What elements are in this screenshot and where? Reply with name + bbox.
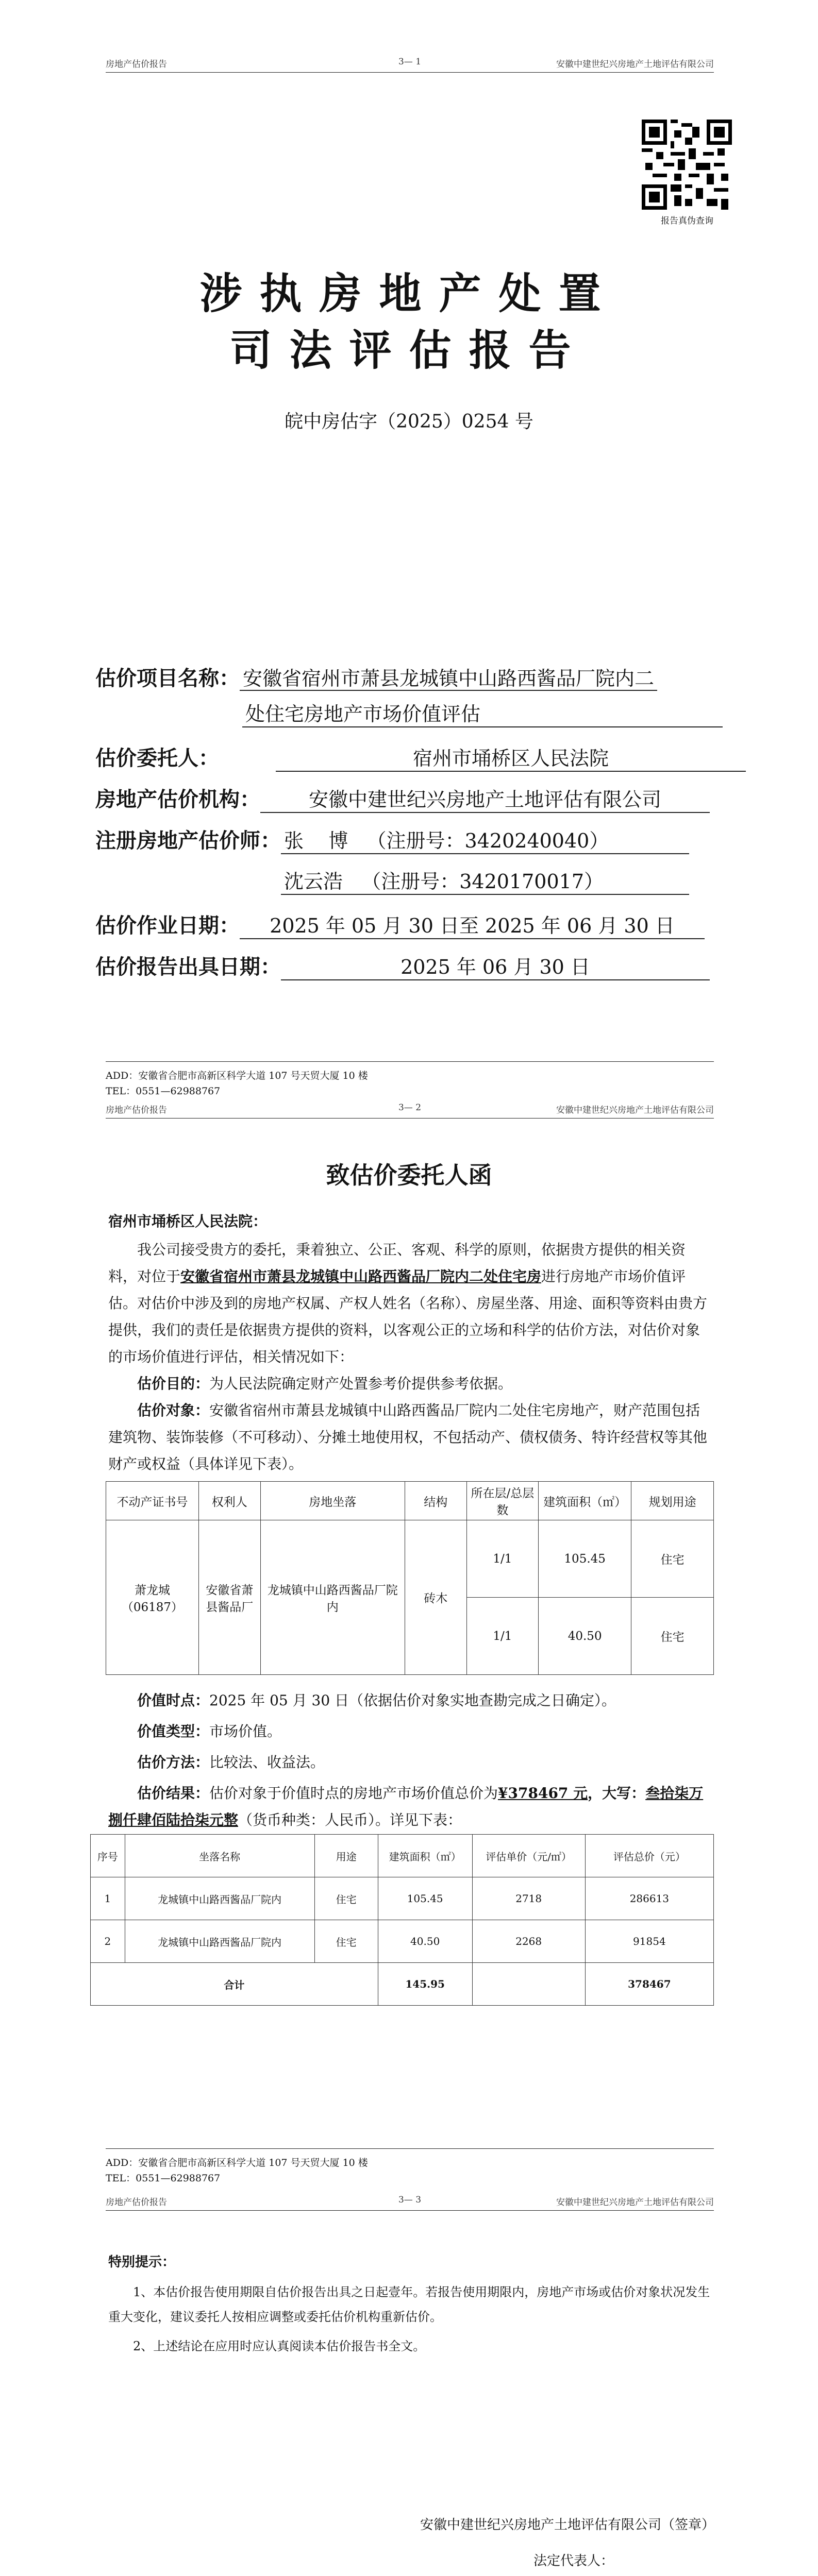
table-total-row [91, 1963, 714, 2006]
project-value-1: 安徽省宿州市萧县龙城镇中山路西酱品厂院内二 [240, 667, 657, 691]
qr-code-icon[interactable] [642, 120, 732, 210]
cell-location: 龙城镇中山路西酱品厂院内 [125, 1877, 314, 1920]
th-use: 用途 [314, 1835, 378, 1877]
issue-date-value: 2025 年 06 月 30 日 [281, 951, 710, 980]
cell-use: 住宅 [314, 1920, 378, 1963]
purpose-paragraph [108, 1370, 714, 1397]
th-owner: 权利人 [198, 1482, 260, 1520]
para1-c: 进行房地产市场价值评估。对估价中涉及到的房地产权属、产权人姓名（名称）、房屋坐落、用途、面积等资料由贵方提供，我们的责任是依据贵方提供的资料，以客观公正的立场和科学的估价方法，对估价对象的市场价值进行评估，相关情况如下： [108, 1268, 708, 1365]
page-header-2 [106, 1097, 714, 1118]
note-2: 2、上述结论在应用时应认真阅读本估价报告书全文。 [133, 2339, 426, 2353]
cell-use: 住宅 [631, 1598, 714, 1675]
cell-use: 住宅 [631, 1520, 714, 1598]
result-label: 估价结果： [137, 1785, 210, 1802]
header-page-number: 3— 2 [398, 1103, 422, 1113]
page-footer-1 [106, 1061, 714, 1099]
total-blank [472, 1963, 585, 2006]
value-type-paragraph [108, 1718, 714, 1745]
th-area: 建筑面积（㎡） [378, 1835, 472, 1877]
cell-cert: 萧龙城（06187） [106, 1520, 199, 1675]
report-number: 皖中房估字（2025）0254 号 [285, 411, 533, 432]
object-paragraph [108, 1397, 714, 1478]
object-text: 安徽省宿州市萧县龙城镇中山路西酱品厂院内二处住宅房地产，财产范围包括建筑物、装饰装修（不可移动）、分摊土地使用权，不包括动产、债权债务、特许经营权等其他财产或权益（具体详见下表）。 [108, 1402, 708, 1472]
th-unit-price: 评估单价（元/㎡） [472, 1835, 585, 1877]
cell-area: 40.50 [539, 1598, 631, 1675]
cell-area: 40.50 [378, 1920, 472, 1963]
letter-paragraph-1 [108, 1236, 714, 1370]
cell-use: 住宅 [314, 1877, 378, 1920]
value-type-text: 市场价值。 [209, 1723, 282, 1740]
total-value: 378467 [585, 1963, 713, 2006]
page-footer-2 [106, 2148, 714, 2186]
appraiser-1: 张 博 （注册号：3420240040） [281, 825, 689, 854]
th-floor: 所在层/总层数 [466, 1482, 539, 1520]
client-value: 宿州市埇桥区人民法院 [276, 742, 746, 772]
footer-tel: TEL：0551—62988767 [106, 2173, 221, 2184]
value-time-paragraph [108, 1687, 714, 1714]
cell-owner: 安徽省萧县酱品厂 [198, 1520, 260, 1675]
cell-floor: 1/1 [466, 1520, 539, 1598]
agency-row [95, 783, 710, 813]
total-area: 145.95 [378, 1963, 472, 2006]
result-text-a: 估价对象于价值时点的房地产市场价值总价为 [209, 1785, 498, 1802]
header-right: 安徽中建世纪兴房地产土地评估有限公司 [556, 1105, 714, 1115]
object-label: 估价对象： [137, 1402, 210, 1419]
work-date-row [95, 909, 705, 939]
header-right: 安徽中建世纪兴房地产土地评估有限公司 [556, 59, 714, 70]
total-label: 合计 [91, 1963, 378, 2006]
cell-floor: 1/1 [466, 1598, 539, 1675]
client-label: 估价委托人： [95, 746, 219, 770]
th-location: 坐落名称 [125, 1835, 314, 1877]
project-row [95, 662, 657, 691]
th-total: 评估总价（元） [585, 1835, 713, 1877]
project-value-2: 处住宅房地产市场价值评估 [242, 698, 723, 727]
cell-location: 龙城镇中山路西酱品厂院内 [260, 1520, 405, 1675]
footer-tel: TEL：0551—62988767 [106, 1086, 221, 1097]
page-header-1 [106, 52, 714, 73]
result-amount: ¥378467 元 [498, 1785, 588, 1802]
header-left: 房地产估价报告 [106, 2197, 167, 2208]
report-title-line2: 司法评估报告 [229, 326, 589, 375]
header-left: 房地产估价报告 [106, 1105, 167, 1115]
appraiser-row [95, 824, 689, 854]
result-paragraph [108, 1780, 714, 1834]
legal-representative: 法定代表人： [533, 2553, 614, 2569]
th-location: 房地坐落 [260, 1482, 405, 1520]
purpose-text: 为人民法院确定财产处置参考价提供参考依据。 [209, 1375, 513, 1392]
footer-address: ADD：安徽省合肥市高新区科学大道 107 号天贸大厦 10 楼 [106, 2157, 368, 2168]
table-row [106, 1520, 714, 1598]
table-row [91, 1920, 714, 1963]
cell-total: 286613 [585, 1877, 713, 1920]
header-right: 安徽中建世纪兴房地产土地评估有限公司 [556, 2197, 714, 2208]
result-text-b: ，大写： [588, 1785, 646, 1802]
method-text: 比较法、收益法。 [209, 1754, 325, 1771]
work-date-label: 估价作业日期： [95, 913, 240, 938]
letter-recipient: 宿州市埇桥区人民法院： [108, 1213, 268, 1230]
cell-location: 龙城镇中山路西酱品厂院内 [125, 1920, 314, 1963]
result-upper: 叁拾柒万捌仟肆佰陆拾柒元整 [108, 1785, 704, 1828]
footer-address: ADD：安徽省合肥市高新区科学大道 107 号天贸大厦 10 楼 [106, 1070, 368, 1081]
cell-no: 1 [91, 1877, 125, 1920]
letter-title: 致估价委托人函 [326, 1161, 492, 1189]
th-area: 建筑面积（㎡） [539, 1482, 631, 1520]
cell-total: 91854 [585, 1920, 713, 1963]
th-cert: 不动产证书号 [106, 1482, 199, 1520]
appraiser-label: 注册房地产估价师： [95, 828, 281, 853]
appraiser-2: 沈云浩 （注册号：3420170017） [281, 866, 689, 895]
para1-b: 安徽省宿州市萧县龙城镇中山路西酱品厂院内二处住宅房 [180, 1268, 542, 1285]
issue-date-row [95, 951, 710, 980]
project-label: 估价项目名称： [95, 666, 240, 690]
cell-area: 105.45 [539, 1520, 631, 1598]
method-paragraph [108, 1749, 714, 1776]
header-page-number: 3— 1 [398, 57, 422, 67]
value-time-text: 2025 年 05 月 30 日（依据估价对象实地查勘完成之日确定）。 [209, 1692, 616, 1709]
header-page-number: 3— 3 [398, 2195, 422, 2205]
th-structure: 结构 [405, 1482, 466, 1520]
method-label: 估价方法： [137, 1754, 210, 1771]
agency-label: 房地产估价机构： [95, 787, 260, 811]
notes-title: 特别提示： [108, 2255, 176, 2270]
note-1: 1、本估价报告使用期限自估价报告出具之日起壹年。若报告使用期限内，房地产市场或估价对象状况发生重大变化，建议委托人按相应调整或委托估价机构重新估价。 [108, 2285, 710, 2324]
cell-unit-price: 2268 [472, 1920, 585, 1963]
issue-date-label: 估价报告出具日期： [95, 955, 281, 979]
page-header-3 [106, 2190, 714, 2211]
agency-value: 安徽中建世纪兴房地产土地评估有限公司 [260, 784, 710, 813]
cell-area: 105.45 [378, 1877, 472, 1920]
purpose-label: 估价目的： [137, 1375, 210, 1392]
property-table-header [106, 1482, 714, 1520]
client-row [95, 742, 746, 772]
cell-structure: 砖木 [405, 1520, 466, 1675]
company-sign: 安徽中建世纪兴房地产土地评估有限公司（签章） [420, 2517, 715, 2533]
valuation-table-header [91, 1835, 714, 1877]
cell-no: 2 [91, 1920, 125, 1963]
result-text-c: （货币种类：人民币）。详见下表： [238, 1811, 462, 1828]
th-no: 序号 [91, 1835, 125, 1877]
value-type-label: 价值类型： [137, 1723, 210, 1740]
appraiser-row-2 [281, 866, 689, 895]
para1-a: 我公司接受贵方的委托，秉着独立、公正、客观、科学的原则，依据贵方提供的相关资料，对位于 [108, 1241, 686, 1285]
qr-caption: 报告真伪查询 [661, 216, 713, 226]
valuation-table [90, 1834, 714, 2006]
work-date-value: 2025 年 05 月 30 日至 2025 年 06 月 30 日 [240, 910, 705, 939]
project-row-2 [242, 698, 723, 727]
header-left: 房地产估价报告 [106, 59, 167, 70]
th-use: 规划用途 [631, 1482, 714, 1520]
table-row [91, 1877, 714, 1920]
report-title-line1: 涉执房地产处置 [199, 269, 619, 318]
value-time-label: 价值时点： [137, 1692, 210, 1709]
cell-unit-price: 2718 [472, 1877, 585, 1920]
property-table [106, 1481, 714, 1675]
